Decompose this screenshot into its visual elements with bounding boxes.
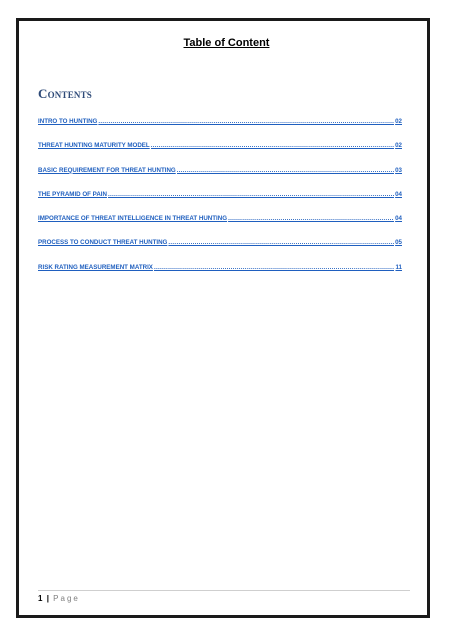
footer-page-word: Page	[53, 594, 80, 603]
toc-entry-threat-hunting-maturity-model[interactable]	[38, 142, 402, 166]
toc-entry-page: 11	[395, 263, 402, 271]
toc-entry-process-threat-hunting[interactable]	[38, 239, 402, 263]
toc-entry-label: INTRO TO HUNTING	[38, 118, 98, 125]
document-title: Table of Content	[183, 37, 270, 49]
toc-entry-risk-rating-matrix[interactable]	[38, 264, 402, 288]
toc-entry-label: IMPORTANCE OF THREAT INTELLIGENCE IN THREAT HUNTING	[38, 215, 228, 223]
table-of-contents	[38, 118, 402, 288]
toc-entry-label: PROCESS TO CONDUCT THREAT HUNTING	[38, 239, 168, 247]
footer-separator: |	[46, 594, 49, 603]
toc-entry-label: BASIC REQUIREMENT FOR THREAT HUNTING	[38, 166, 176, 174]
toc-entry-page: 04	[395, 215, 402, 223]
toc-entry-basic-requirement[interactable]	[38, 167, 402, 191]
toc-leader-dots	[168, 239, 394, 246]
toc-entry-page: 03	[395, 166, 402, 174]
contents-heading: Contents	[38, 86, 93, 101]
toc-leader-dots	[108, 191, 394, 198]
page-footer	[38, 594, 80, 603]
toc-entry-label: RISK RATING MEASUREMENT MATRIX	[38, 263, 153, 271]
footer-divider	[38, 590, 410, 591]
toc-entry-label: THE PYRAMID OF PAIN	[38, 190, 107, 198]
toc-entry-page: 05	[395, 239, 402, 247]
toc-leader-dots	[98, 118, 394, 125]
toc-entry-page: 02	[395, 118, 402, 125]
toc-leader-dots	[228, 215, 394, 222]
toc-entry-pyramid-of-pain[interactable]	[38, 191, 402, 215]
footer-page-number: 1	[38, 594, 43, 603]
toc-entry-label: THREAT HUNTING MATURITY MODEL	[38, 142, 150, 150]
page-border	[16, 18, 430, 618]
toc-leader-dots	[177, 167, 394, 174]
toc-entry-page: 02	[395, 142, 402, 150]
toc-leader-dots	[151, 142, 394, 149]
toc-entry-threat-intelligence[interactable]	[38, 215, 402, 239]
toc-leader-dots	[154, 264, 395, 271]
toc-entry-intro-to-hunting[interactable]	[38, 118, 402, 142]
toc-entry-page: 04	[395, 190, 402, 198]
